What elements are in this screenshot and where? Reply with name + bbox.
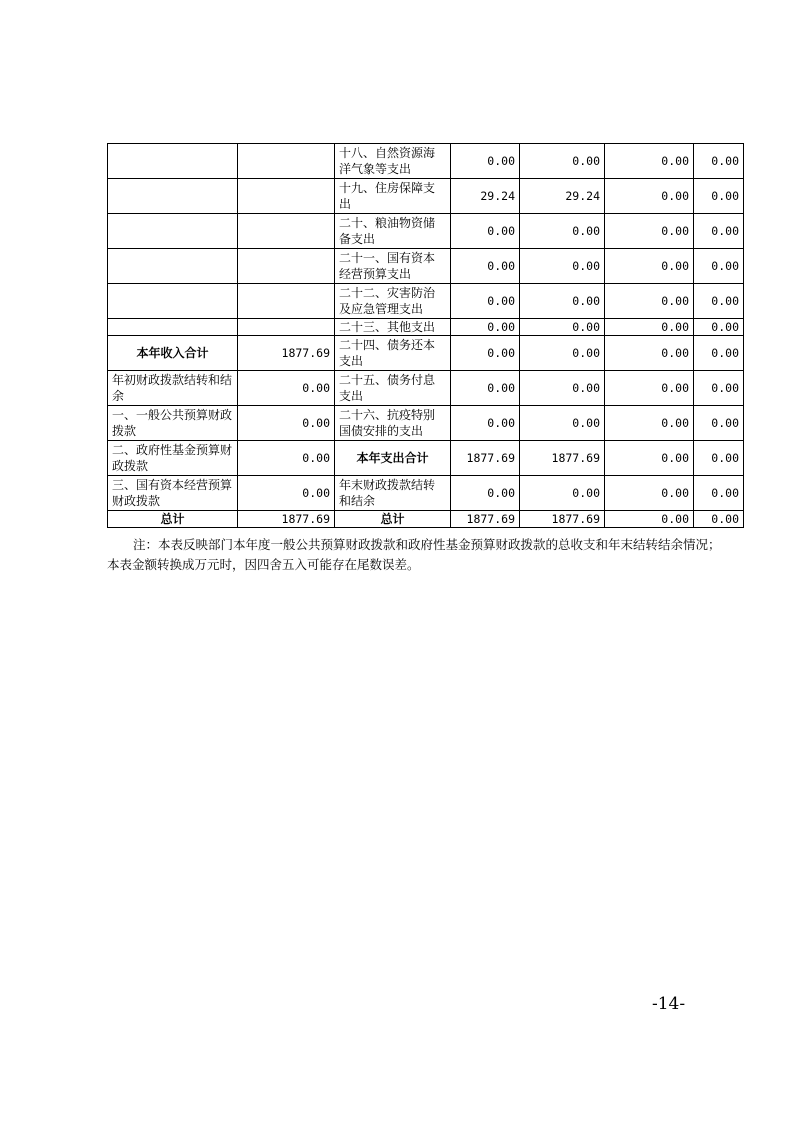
income-amount: [238, 179, 335, 214]
expense-total: 29.24: [451, 179, 520, 214]
income-item: 二、政府性基金预算财政拨款: [108, 441, 238, 476]
expense-state-capital: 0.00: [694, 336, 744, 371]
expense-gov-fund: 0.00: [605, 476, 694, 511]
expense-general-budget: 0.00: [520, 284, 605, 319]
table-row: [108, 144, 744, 179]
expense-total: 0.00: [451, 336, 520, 371]
income-item: [108, 144, 238, 179]
expense-item: 年末财政拨款结转和结余: [335, 476, 451, 511]
table-row: [108, 179, 744, 214]
expense-total: 0.00: [451, 319, 520, 336]
table-row: [108, 214, 744, 249]
expense-general-budget: 1877.69: [520, 511, 605, 528]
expense-general-budget: 0.00: [520, 476, 605, 511]
expense-item: 十九、住房保障支出: [335, 179, 451, 214]
expense-item: 二十二、灾害防治及应急管理支出: [335, 284, 451, 319]
expense-total: 0.00: [451, 371, 520, 406]
expense-item: 二十三、其他支出: [335, 319, 451, 336]
expense-general-budget: 1877.69: [520, 441, 605, 476]
expense-total: 1877.69: [451, 441, 520, 476]
expense-general-budget: 0.00: [520, 214, 605, 249]
expense-total: 0.00: [451, 284, 520, 319]
table-row: [108, 319, 744, 336]
income-amount: 0.00: [238, 476, 335, 511]
expense-item: 二十、粮油物资储备支出: [335, 214, 451, 249]
income-item: 年初财政拨款结转和结余: [108, 371, 238, 406]
expense-gov-fund: 0.00: [605, 371, 694, 406]
budget-table: [107, 143, 744, 528]
income-item: 一、一般公共预算财政拨款: [108, 406, 238, 441]
expense-item: 二十四、债务还本支出: [335, 336, 451, 371]
income-item: 三、国有资本经营预算财政拨款: [108, 476, 238, 511]
expense-gov-fund: 0.00: [605, 511, 694, 528]
income-amount: 0.00: [238, 441, 335, 476]
expense-subtotal-label: 本年支出合计: [335, 441, 451, 476]
expense-general-budget: 0.00: [520, 336, 605, 371]
table-row: [108, 249, 744, 284]
expense-gov-fund: 0.00: [605, 144, 694, 179]
expense-general-budget: 0.00: [520, 371, 605, 406]
expense-general-budget: 0.00: [520, 249, 605, 284]
expense-gov-fund: 0.00: [605, 214, 694, 249]
income-subtotal-label: 本年收入合计: [108, 336, 238, 371]
expense-gov-fund: 0.00: [605, 406, 694, 441]
expense-general-budget: 29.24: [520, 179, 605, 214]
income-item: [108, 249, 238, 284]
income-item: [108, 284, 238, 319]
expense-state-capital: 0.00: [694, 441, 744, 476]
income-amount: 0.00: [238, 371, 335, 406]
table-row: [108, 336, 744, 371]
table-row: [108, 406, 744, 441]
expense-total: 0.00: [451, 476, 520, 511]
expense-gov-fund: 0.00: [605, 441, 694, 476]
expense-state-capital: 0.00: [694, 371, 744, 406]
expense-state-capital: 0.00: [694, 214, 744, 249]
table-row: [108, 476, 744, 511]
expense-state-capital: 0.00: [694, 319, 744, 336]
income-item: [108, 179, 238, 214]
table-row: [108, 371, 744, 406]
expense-total: 0.00: [451, 144, 520, 179]
income-amount: [238, 144, 335, 179]
table-note: 注：本表反映部门本年度一般公共预算财政拨款和政府性基金预算财政拨款的总收支和年末结转结余情况；本表金额转换成万元时，因四舍五入可能存在尾数误差。: [107, 537, 721, 572]
expense-state-capital: 0.00: [694, 511, 744, 528]
expense-state-capital: 0.00: [694, 179, 744, 214]
expense-item: 二十五、债务付息支出: [335, 371, 451, 406]
income-amount: [238, 284, 335, 319]
expense-gov-fund: 0.00: [605, 284, 694, 319]
expense-grand-total-label: 总计: [335, 511, 451, 528]
income-item: [108, 214, 238, 249]
expense-total: 0.00: [451, 406, 520, 441]
expense-item: 十八、自然资源海洋气象等支出: [335, 144, 451, 179]
expense-item: 二十一、国有资本经营预算支出: [335, 249, 451, 284]
expense-gov-fund: 0.00: [605, 336, 694, 371]
expense-gov-fund: 0.00: [605, 179, 694, 214]
expense-total: 1877.69: [451, 511, 520, 528]
expense-total: 0.00: [451, 214, 520, 249]
expense-state-capital: 0.00: [694, 406, 744, 441]
table-row: [108, 284, 744, 319]
expense-state-capital: 0.00: [694, 476, 744, 511]
income-grand-total-label: 总计: [108, 511, 238, 528]
expense-gov-fund: 0.00: [605, 319, 694, 336]
income-amount: [238, 319, 335, 336]
page-number: -14-: [652, 994, 686, 1014]
expense-general-budget: 0.00: [520, 144, 605, 179]
income-amount: 0.00: [238, 406, 335, 441]
table-row: [108, 511, 744, 528]
expense-item: 二十六、抗疫特别国债安排的支出: [335, 406, 451, 441]
income-amount: 1877.69: [238, 511, 335, 528]
expense-state-capital: 0.00: [694, 284, 744, 319]
expense-state-capital: 0.00: [694, 144, 744, 179]
expense-general-budget: 0.00: [520, 319, 605, 336]
expense-gov-fund: 0.00: [605, 249, 694, 284]
income-item: [108, 319, 238, 336]
expense-general-budget: 0.00: [520, 406, 605, 441]
income-amount: [238, 214, 335, 249]
income-amount: 1877.69: [238, 336, 335, 371]
income-amount: [238, 249, 335, 284]
expense-state-capital: 0.00: [694, 249, 744, 284]
expense-total: 0.00: [451, 249, 520, 284]
table-row: [108, 441, 744, 476]
